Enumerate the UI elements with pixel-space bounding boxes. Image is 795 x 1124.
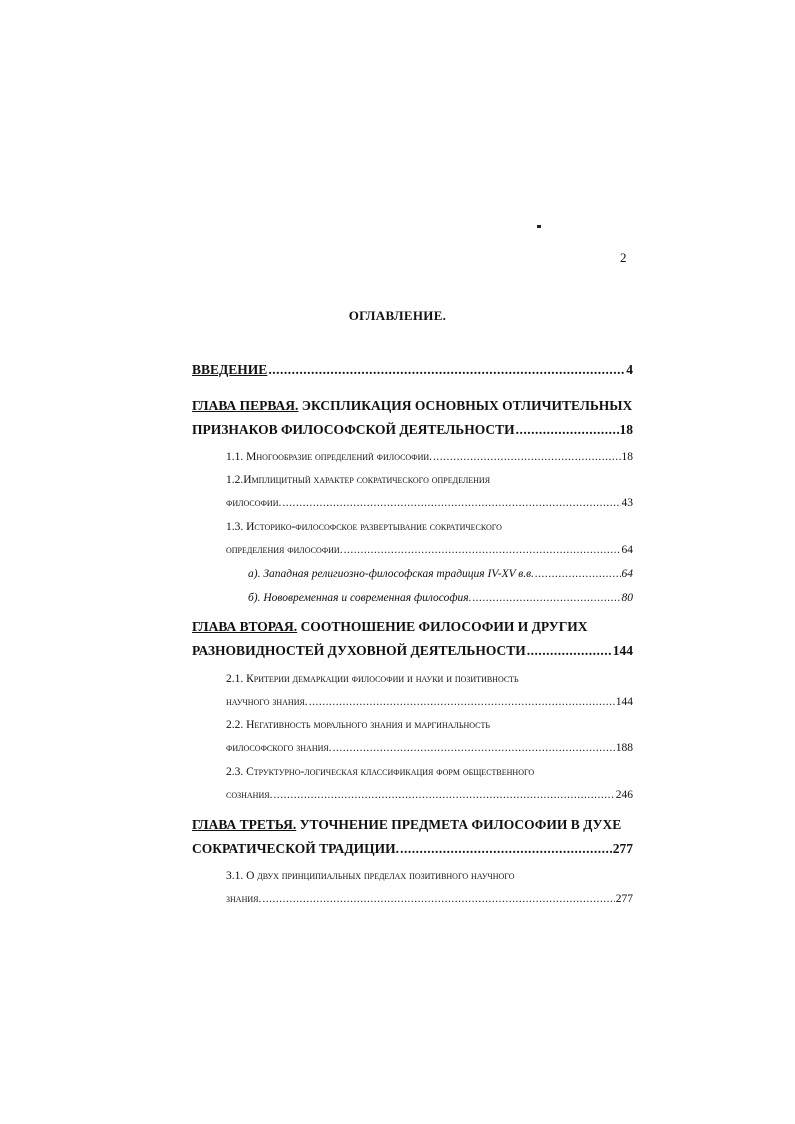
subsection-b-title: б). Нововременная и современная философия. (248, 592, 472, 604)
intro-title: ВВЕДЕНИЕ (192, 362, 268, 377)
toc-entry-1-1[interactable] (226, 451, 633, 463)
chapter1-label: ГЛАВА ПЕРВАЯ. (192, 398, 299, 413)
chapter3-page: 277 (612, 841, 633, 856)
dot-leader (333, 742, 615, 754)
toc-entry-2-2[interactable] (226, 742, 633, 754)
toc-entry-1-2[interactable] (226, 497, 633, 509)
chapter3-heading-line1[interactable] (192, 817, 621, 833)
section-2-1-page: 144 (615, 696, 633, 708)
subsection-b-page: 80 (621, 592, 633, 604)
section-2-3-page: 246 (615, 789, 633, 801)
section-2-3-title-line2: сознания. (226, 789, 273, 801)
section-1-2-title-line1[interactable]: 1.2.Имплицитный характер сократического определения (226, 474, 491, 486)
dot-leader (268, 362, 625, 378)
section-2-2-title-line1[interactable]: 2.2. Негативность морального знания и маргинальность (226, 719, 491, 731)
scan-speck (537, 225, 541, 228)
section-3-1-title-line2: знания. (226, 893, 262, 905)
dot-leader (344, 544, 621, 556)
dot-leader (309, 696, 615, 708)
toc-entry-1-3[interactable] (226, 544, 633, 556)
dot-leader (473, 592, 621, 604)
page-number: 2 (620, 250, 627, 265)
dot-leader (527, 643, 612, 659)
section-1-3-page: 64 (621, 544, 633, 556)
dot-leader (433, 451, 620, 463)
section-1-1-title: 1.1. Многообразие определений философии. (226, 451, 433, 463)
dot-leader (262, 893, 614, 905)
toc-entry-1-3-b[interactable] (248, 592, 633, 604)
section-1-2-title-line2: философии. (226, 497, 282, 509)
chapter3-title-line2: СОКРАТИЧЕСКОЙ ТРАДИЦИИ. (192, 841, 400, 856)
chapter3-label: ГЛАВА ТРЕТЬЯ. (192, 817, 297, 832)
intro-page: 4 (626, 362, 633, 377)
dot-leader (516, 422, 619, 438)
toc-entry-intro[interactable] (192, 362, 633, 378)
toc-entry-2-3[interactable] (226, 789, 633, 801)
chapter2-page: 144 (612, 643, 633, 658)
chapter1-title-line1: ЭКСПЛИКАЦИЯ ОСНОВНЫХ ОТЛИЧИТЕЛЬНЫХ (301, 398, 633, 413)
toc-entry-2-1[interactable] (226, 696, 633, 708)
dot-leader (535, 568, 620, 580)
chapter2-title-line2: РАЗНОВИДНОСТЕЙ ДУХОВНОЙ ДЕЯТЕЛЬНОСТИ (192, 643, 526, 658)
section-2-2-page: 188 (615, 742, 633, 754)
dot-leader (273, 789, 614, 801)
section-1-3-title-line1[interactable]: 1.3. Историко-философское развертывание сократического (226, 521, 502, 533)
toc-entry-chapter2[interactable] (192, 643, 633, 659)
dot-leader (282, 497, 620, 509)
section-2-1-title-line1[interactable]: 2.1. Критерии демаркации философии и науки и позитивность (226, 673, 519, 685)
section-3-1-page: 277 (615, 893, 633, 905)
toc-entry-1-3-a[interactable] (248, 568, 633, 580)
section-2-3-title-line1[interactable]: 2.3. Структурно-логическая классификация форм общественного (226, 766, 535, 778)
subsection-a-title: а). Западная религиозно-философская традиция IV-XV в.в. (248, 568, 535, 580)
chapter1-heading-line1[interactable] (192, 398, 632, 414)
toc-heading: ОГЛАВЛЕНИЕ. (348, 308, 447, 323)
chapter2-label: ГЛАВА ВТОРАЯ. (192, 619, 298, 634)
chapter2-title-line1: СООТНОШЕНИЕ ФИЛОСОФИИ И ДРУГИХ (300, 619, 588, 634)
section-3-1-title-line1[interactable]: 3.1. О двух принципиальных пределах позитивного научного (226, 870, 515, 882)
section-2-2-title-line2: философского знания. (226, 742, 332, 754)
subsection-a-page: 64 (621, 568, 633, 580)
chapter1-page: 18 (619, 422, 633, 437)
section-2-1-title-line2: научного знания. (226, 696, 308, 708)
section-1-2-page: 43 (621, 497, 633, 509)
toc-entry-3-1[interactable] (226, 893, 633, 905)
chapter1-title-line2: ПРИЗНАКОВ ФИЛОСОФСКОЙ ДЕЯТЕЛЬНОСТИ (192, 422, 515, 437)
section-1-3-title-line2: определения философии. (226, 544, 343, 556)
dot-leader (400, 841, 612, 857)
toc-entry-chapter3[interactable] (192, 841, 633, 857)
section-1-1-page: 18 (621, 451, 633, 463)
toc-entry-chapter1[interactable] (192, 422, 633, 438)
chapter3-title-line1: УТОЧНЕНИЕ ПРЕДМЕТА ФИЛОСОФИИ В ДУХЕ (299, 817, 622, 832)
chapter2-heading-line1[interactable] (192, 619, 588, 635)
